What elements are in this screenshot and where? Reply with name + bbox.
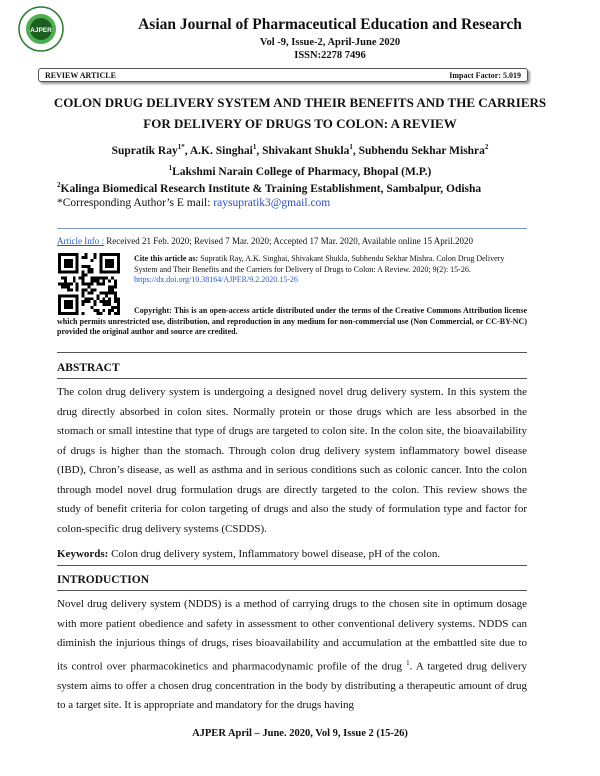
email-link[interactable]: raysupratik3@gmail.com [213, 197, 331, 209]
author-sup: 1* [177, 143, 185, 151]
journal-logo [18, 6, 64, 52]
cite-text: Supratik Ray, A.K. Singhai, Shivakant Shukla, Subhendu Sekhar Mishra. Colon Drug Delivery System and Their Benefits and the Carriers for Delivery of Drugs to Colon: A Review. 2020; 9(2): 15-26. [134, 254, 505, 274]
article-info: Article Info : Received 21 Feb. 2020; Revised 7 Mar. 2020; Accepted 17 Mar. 2020, Available online 15 April.2020 [57, 236, 474, 246]
divider [57, 378, 527, 379]
introduction-text: Novel drug delivery system (NDDS) is a method of carrying drugs to the chosen site in optimum dosage with more patient obedience and safety in assessment to other conventional delivery systems. NDDS can diminish the injurious things of drugs, rises bioavailability and accumulation at the embattled site due to its control over pharmacokinetics and pharmacodynamic profile of the drug $^1$. A targeted drug delivery system aims to offer a chosen drug concentration in the body by distributing a therapeutic amount of drug to a target site. It is appropriate and mandatory for the drugs having [57, 598, 527, 712]
divider [57, 590, 527, 591]
divider [57, 352, 527, 353]
abstract-text: The colon drug delivery system is undergoing a designed novel drug delivery system. In this system the drug directly absorbed in colon sites. Normally protein or those drugs which are less absorbed in the stomach or small intestine that type of drugs are targeted to colon site. In the colon site, the bioavailability of drugs is higher than the stomach. Through colon drug delivery system inflammatory bowel disease (IBD), Chron’s disease, as well as asthma and in serious conditions such as colonic cancer. Into the colon through model novel drug formulation drugs are directly targeted to the colon. This review shows the study of benefit criteria for colon targeting of drugs and also the study of formulation type and factor for colon-specific drug delivery systems (CSDDS). [57, 386, 527, 535]
author-name: Subhendu Sekhar Mishra [358, 144, 485, 157]
page-footer: AJPER April – June. 2020, Vol 9, Issue 2 (15-26) [192, 728, 408, 739]
article-type-bar [38, 68, 528, 82]
author-name: Shivakant Shukla [262, 144, 350, 157]
reference-mark: 1 [406, 658, 410, 667]
author-sup: 2 [484, 143, 489, 151]
author-sup: 1 [349, 143, 353, 151]
divider [57, 228, 527, 229]
journal-title: Asian Journal of Pharmaceutical Education and Research [138, 16, 522, 33]
affiliation-2: $^2$Kalinga Biomedical Research Institute & Training Establishment, Sambalpur, Odisha [57, 181, 482, 195]
journal-volume: Vol -9, Issue-2, April-June 2020 [259, 37, 401, 48]
citation-block [134, 254, 528, 286]
doi-link[interactable]: https://dx.doi.org/10.38164/AJPER/9.2.2020.15-26 [134, 275, 298, 284]
cite-label: Cite this article as: [134, 254, 199, 263]
author-name: Supratik Ray [111, 144, 178, 157]
corresponding-author: *Corresponding Author’s E mail: raysupratik3@gmail.com [57, 197, 331, 209]
impact-factor: Impact Factor: 5.019 [449, 70, 521, 80]
affiliation-1: $^1$Lakshmi Narain College of Pharmacy, Bhopal (M.P.) [168, 164, 432, 178]
paper-title: COLON DRUG DELIVERY SYSTEM AND THEIR BENEFITS AND THE CARRIERS FOR DELIVERY OF DRUGS TO COLON: A REVIEW [53, 95, 547, 131]
author-list: Supratik Ray$^{1*}$, A.K. Singhai$^1$, Shivakant Shukla$^1$, Subhendu Sekhar Mishra$^2$ [111, 143, 489, 157]
abstract-heading: ABSTRACT [57, 362, 120, 374]
journal-issn: ISSN:2278 7496 [294, 50, 366, 61]
article-type: REVIEW ARTICLE [45, 70, 116, 80]
author-sup: 1 [252, 143, 257, 151]
author-name: A.K. Singhai [189, 144, 253, 157]
keywords: Keywords: Colon drug delivery system, Inflammatory bowel disease, pH of the colon. [57, 548, 441, 560]
introduction-heading: INTRODUCTION [57, 574, 150, 586]
article-info-link[interactable]: Article Info : [57, 236, 104, 246]
divider [57, 565, 527, 566]
copyright-notice: Copyright: This is an open-access article distributed under the terms of the Creative Commons Attribution license which permits unrestricted use, distribution, and reproduction in any medium for non-commercial use (Non Commercial, or CC-BY-NC) provided the original author and source are credited. [57, 306, 527, 336]
logo-text: AJPER [30, 27, 52, 34]
